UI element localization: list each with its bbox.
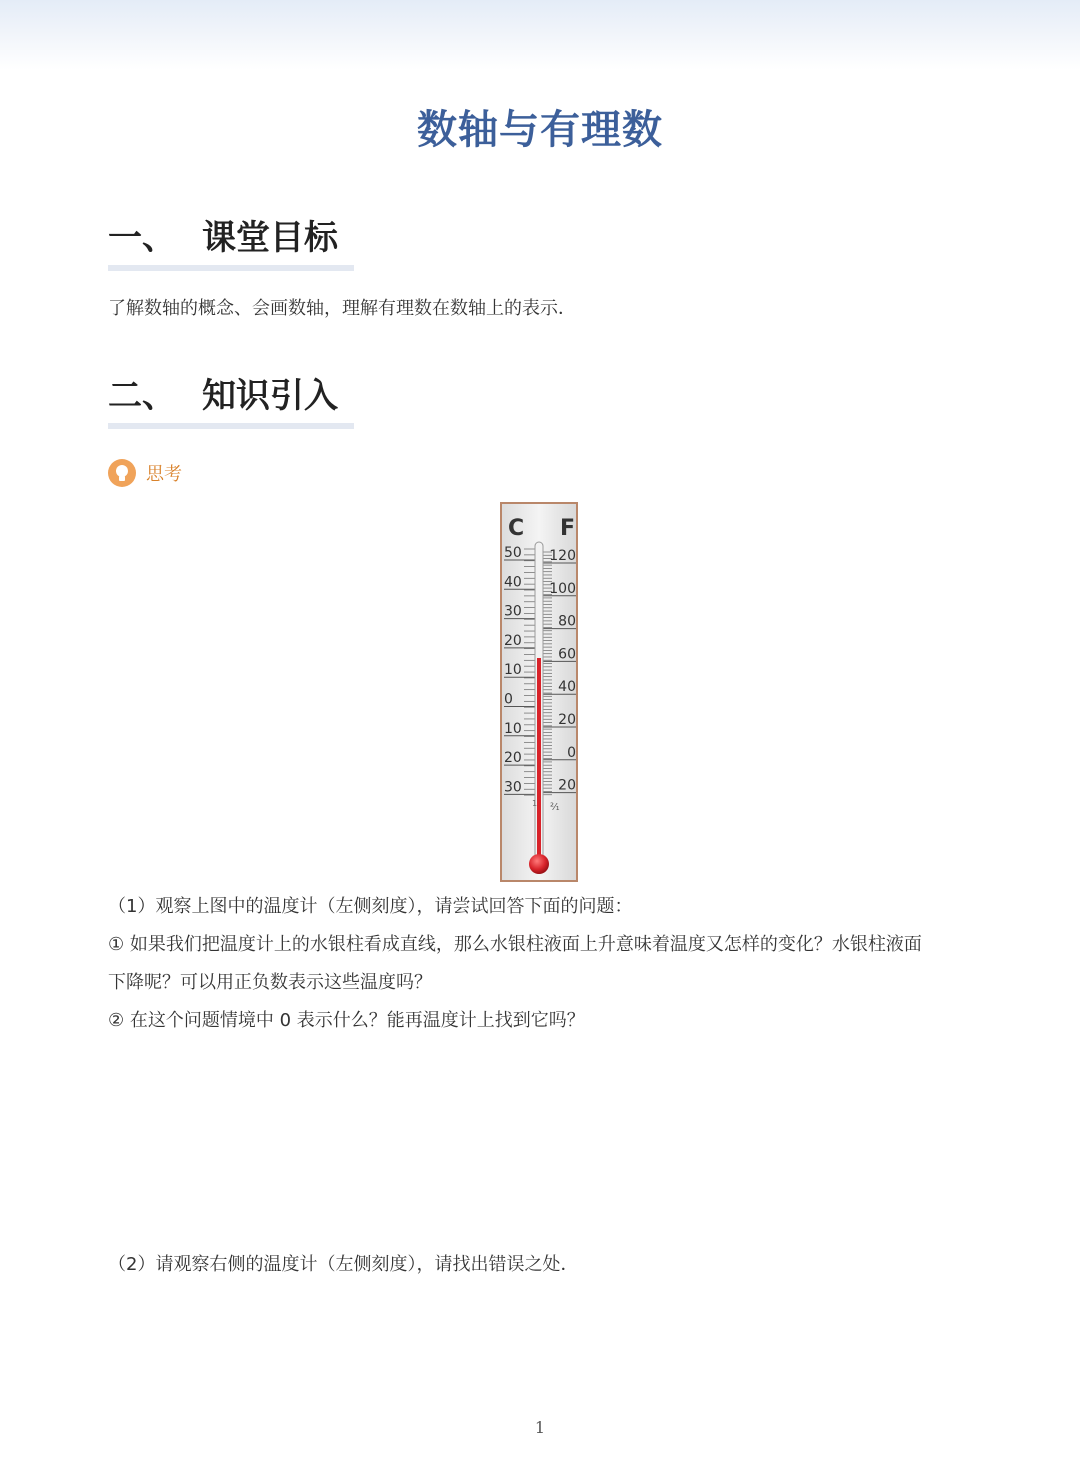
think-label: 思考 <box>146 464 182 485</box>
thermometer-figure <box>500 502 578 882</box>
celsius-label: 0 <box>504 691 513 708</box>
celsius-label: 30 <box>504 603 522 620</box>
question-2: （2）请观察右侧的温度计（左侧刻度），请找出错误之处． <box>108 1254 579 1275</box>
header-band <box>0 0 1080 70</box>
question-1: （1）观察上图中的温度计（左侧刻度），请尝试回答下面的问题： <box>108 896 633 917</box>
section-heading-intro <box>108 368 338 417</box>
tube-mark-fraction: ²⁄₁ <box>550 802 560 813</box>
thermometer-svg <box>500 502 578 882</box>
celsius-label: 30 <box>504 779 522 796</box>
celsius-label: 10 <box>504 662 522 679</box>
mercury-column <box>537 658 541 858</box>
section-heading-goals <box>108 210 338 259</box>
think-callout <box>108 458 182 488</box>
section-number: 一、 <box>108 218 176 258</box>
celsius-label: 50 <box>504 545 522 561</box>
lightbulb-icon <box>108 459 136 487</box>
mercury-bulb <box>529 854 549 874</box>
document-title: 数轴与有理数 <box>417 107 663 153</box>
tube-mark-1: 1 <box>532 799 538 808</box>
celsius-label: 40 <box>504 574 522 591</box>
section-underline <box>108 265 354 271</box>
section-underline <box>108 423 354 429</box>
page-number: 1 <box>534 1418 546 1437</box>
goal-text: 了解数轴的概念、会画数轴，理解有理数在数轴上的表示． <box>108 298 576 319</box>
fahrenheit-label: 20 <box>558 712 576 728</box>
question-1-item-1-line-2: 下降呢？可以用正负数表示这些温度吗？ <box>108 972 432 993</box>
question-1-item-2: ② 在这个问题情境中 0 表示什么？能再温度计上找到它吗？ <box>108 1010 585 1031</box>
celsius-label: 20 <box>504 632 522 649</box>
question-1-item-1-line-1: ① 如果我们把温度计上的水银柱看成直线，那么水银柱液面上升意味着温度又怎样的变化？水银柱液面 <box>108 934 922 955</box>
fahrenheit-label: 60 <box>558 646 576 663</box>
fahrenheit-label: 0 <box>567 744 576 761</box>
fahrenheit-label: 100 <box>549 580 576 597</box>
celsius-label: 10 <box>504 720 522 737</box>
section-title: 知识引入 <box>202 376 338 416</box>
celsius-label: 20 <box>504 750 522 767</box>
unit-celsius: C <box>508 516 525 541</box>
fahrenheit-label: 20 <box>558 777 576 794</box>
unit-fahrenheit: F <box>560 516 576 541</box>
fahrenheit-label: 80 <box>558 613 576 630</box>
fahrenheit-label: 120 <box>549 548 576 564</box>
fahrenheit-label: 40 <box>558 679 576 696</box>
section-number: 二、 <box>108 376 176 416</box>
section-title: 课堂目标 <box>202 218 338 258</box>
